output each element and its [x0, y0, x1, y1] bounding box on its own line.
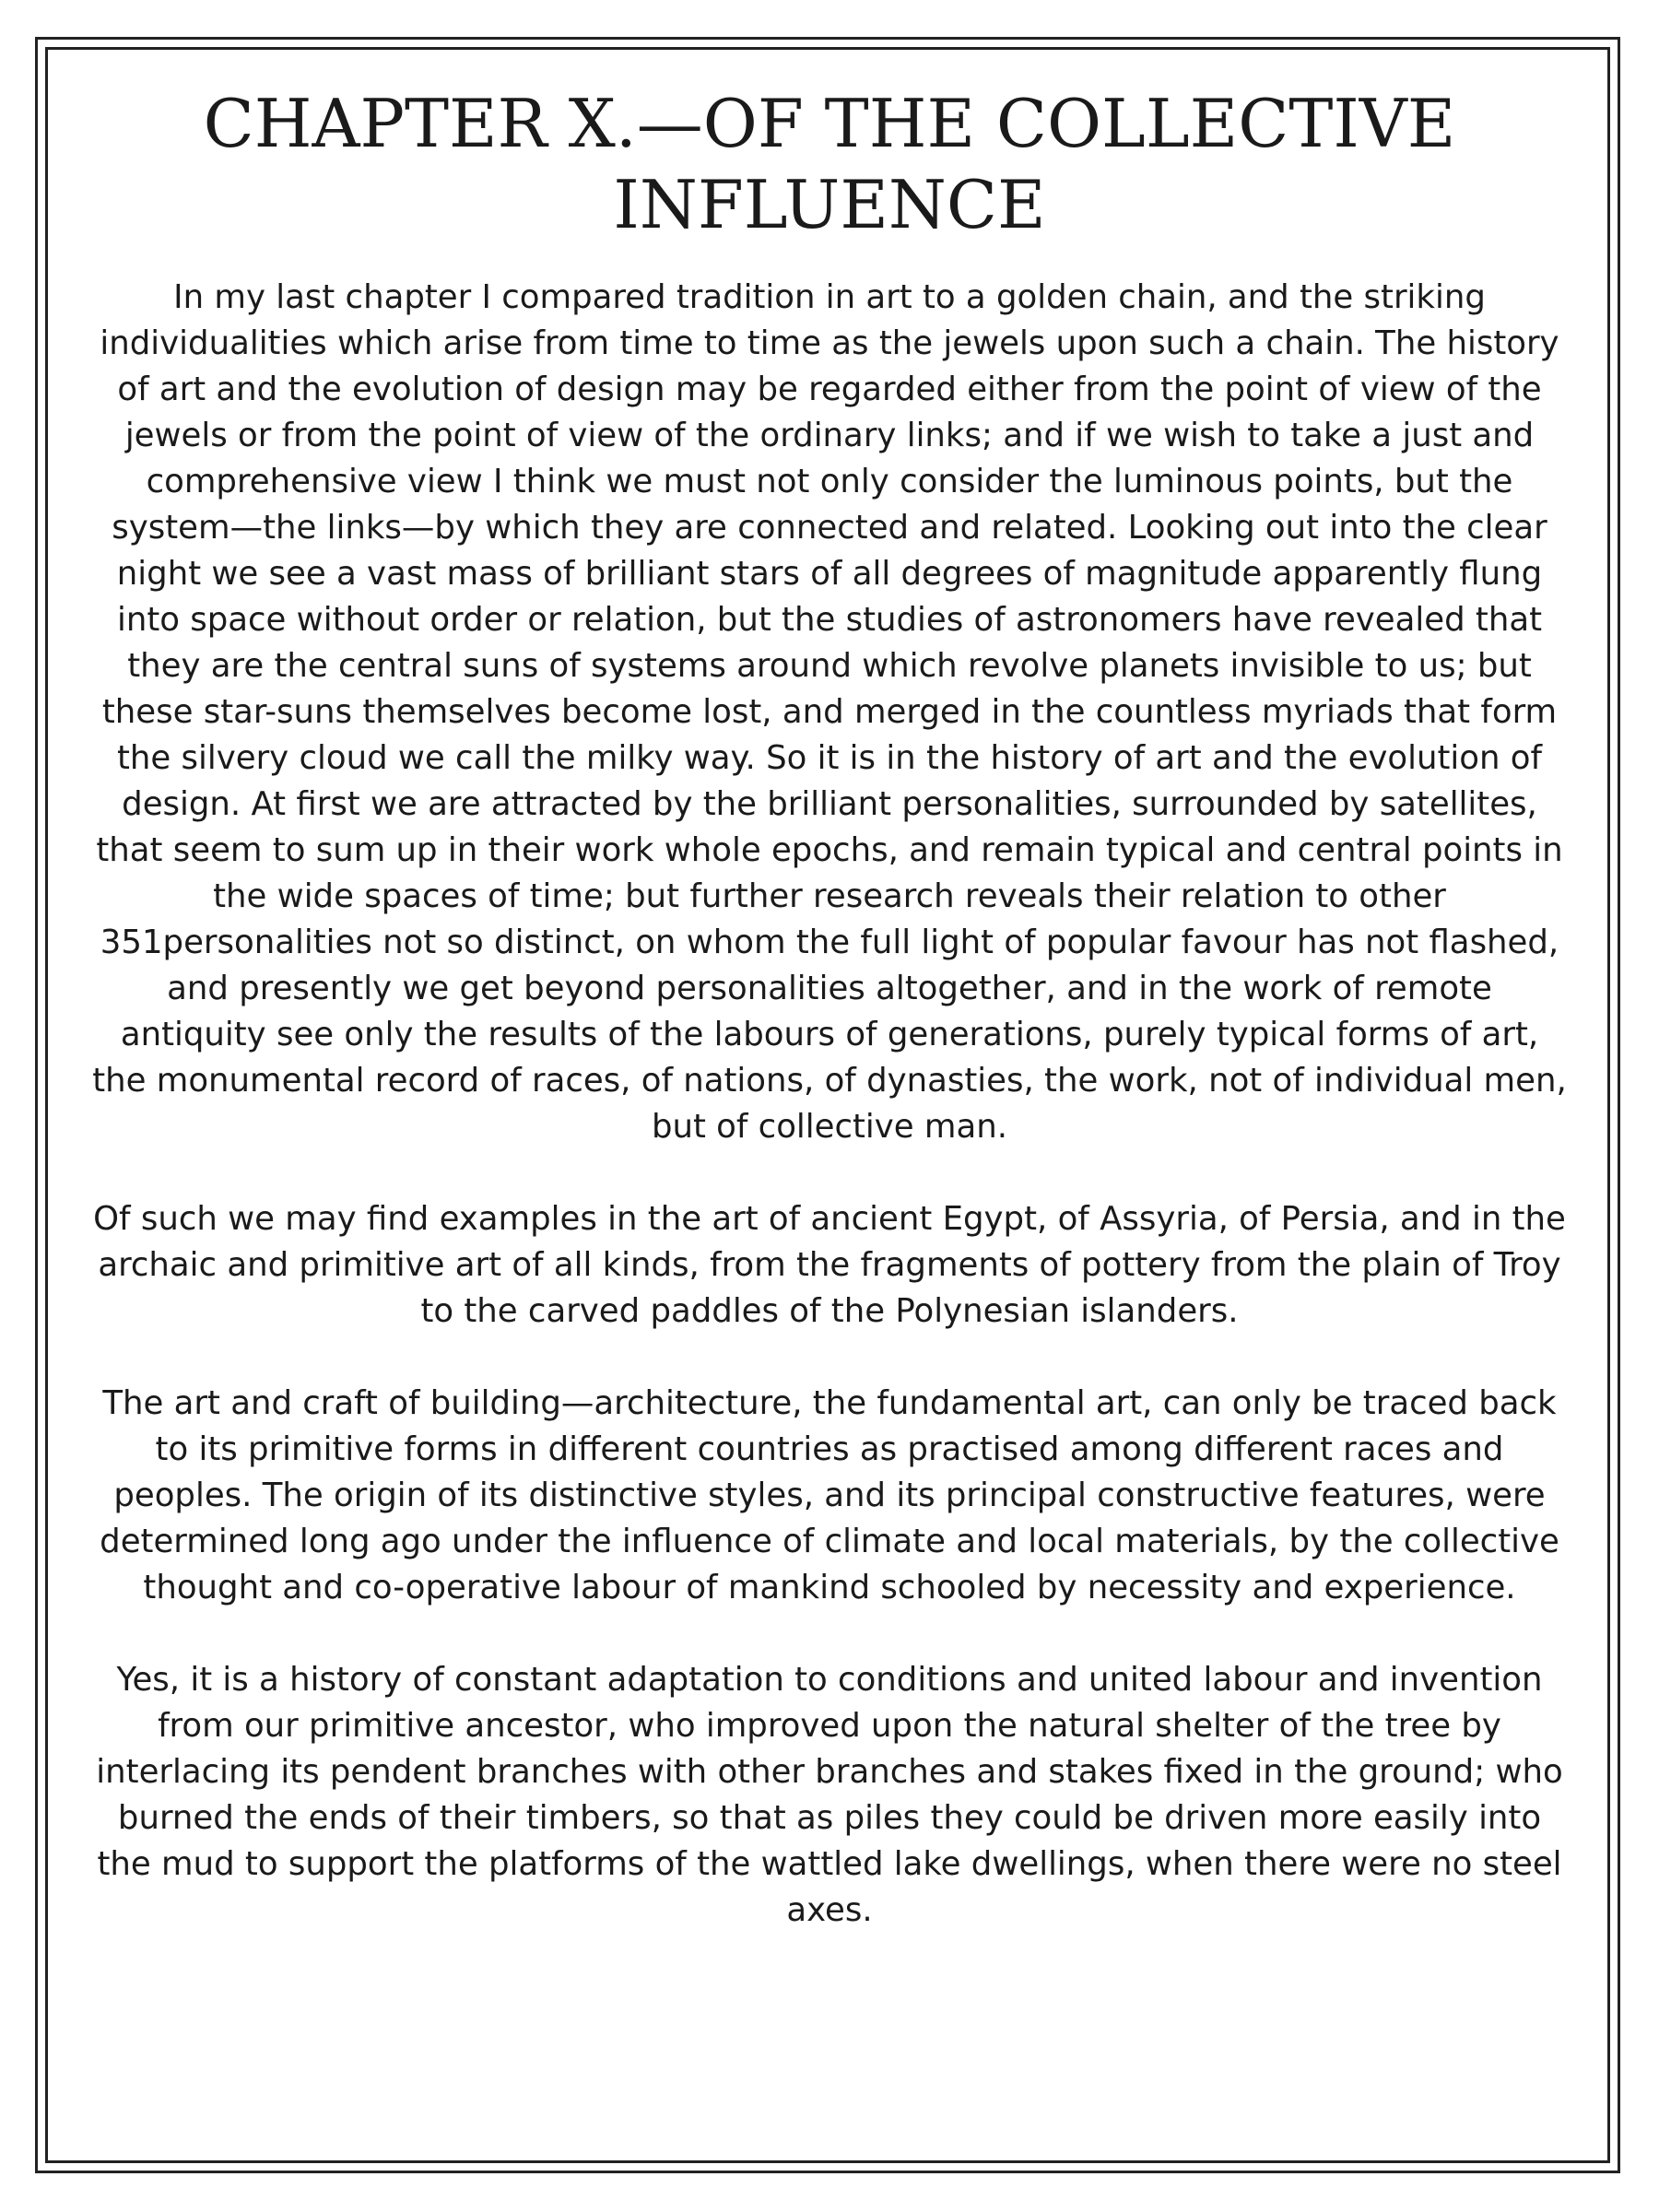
paragraph: The art and craft of building—architecture, the fundamental art, can only be traced back to its primitive forms in different countries as practised among different races and peoples. The origin of its distinctive styles, and its principal constructive features, were determined long ago under the influence of climate and local materials, by the collective thought and co-operative labour of mankind schooled by necessity and experience. — [100, 1384, 1559, 1606]
paragraph: Yes, it is a history of constant adaptation to conditions and united labour and invention from our primitive ancestor, who improved upon the natural shelter of the tree by interlacing its pendent branches with other branches and stakes fixed in the ground; who burned the ends of their timbers, so that as piles they could be driven more easily into the mud to support the platforms of the wattled lake dwellings, when there were no steel axes. — [96, 1661, 1563, 1929]
paragraph: In my last chapter I compared tradition in art to a golden chain, and the striking individualities which arise from time to time as the jewels upon such a chain. The history of art and the evolution of design may be regarded either from the point of view of the jewels or from the point of view of the ordinary links; and if we wish to take a just and comprehensive view I think we must not only consider the luminous points, but the system—the links—by which they are connected and related. Looking out into the clear night we see a vast mass of brilliant stars of all degrees of magnitude apparently flung into space without order or relation, but the studies of astronomers have revealed that they are the central suns of systems around which revolve planets invisible to us; but these star-suns themselves become lost, and merged in the countless myriads that form the silvery cloud we call the milky way. So it is in the history of art and the evolution of design. At first we are attracted by the brilliant personalities, surrounded by satellites, that seem to sum up in their work whole epochs, and remain typical and central points in the wide spaces of time; but further research reveals their relation to other 351personalities not so distinct, on whom the full light of popular favour has not flashed, and presently we get beyond personalities altogether, and in the work of remote antiquity see only the results of the labours of generations, purely typical forms of art, the monumental record of races, of nations, of dynasties, the work, not of individual men, but of collective man. — [92, 278, 1567, 1146]
chapter-title: CHAPTER X.—OF THE COLLECTIVE INFLUENCE — [203, 85, 1456, 243]
paragraph: Of such we may find examples in the art of ancient Egypt, of Assyria, of Persia, and in the archaic and primitive art of all kinds, from the fragments of pottery from the plain of Troy to the carved paddles of the Polynesian islanders. — [93, 1200, 1566, 1330]
page-content — [92, 83, 1567, 2111]
